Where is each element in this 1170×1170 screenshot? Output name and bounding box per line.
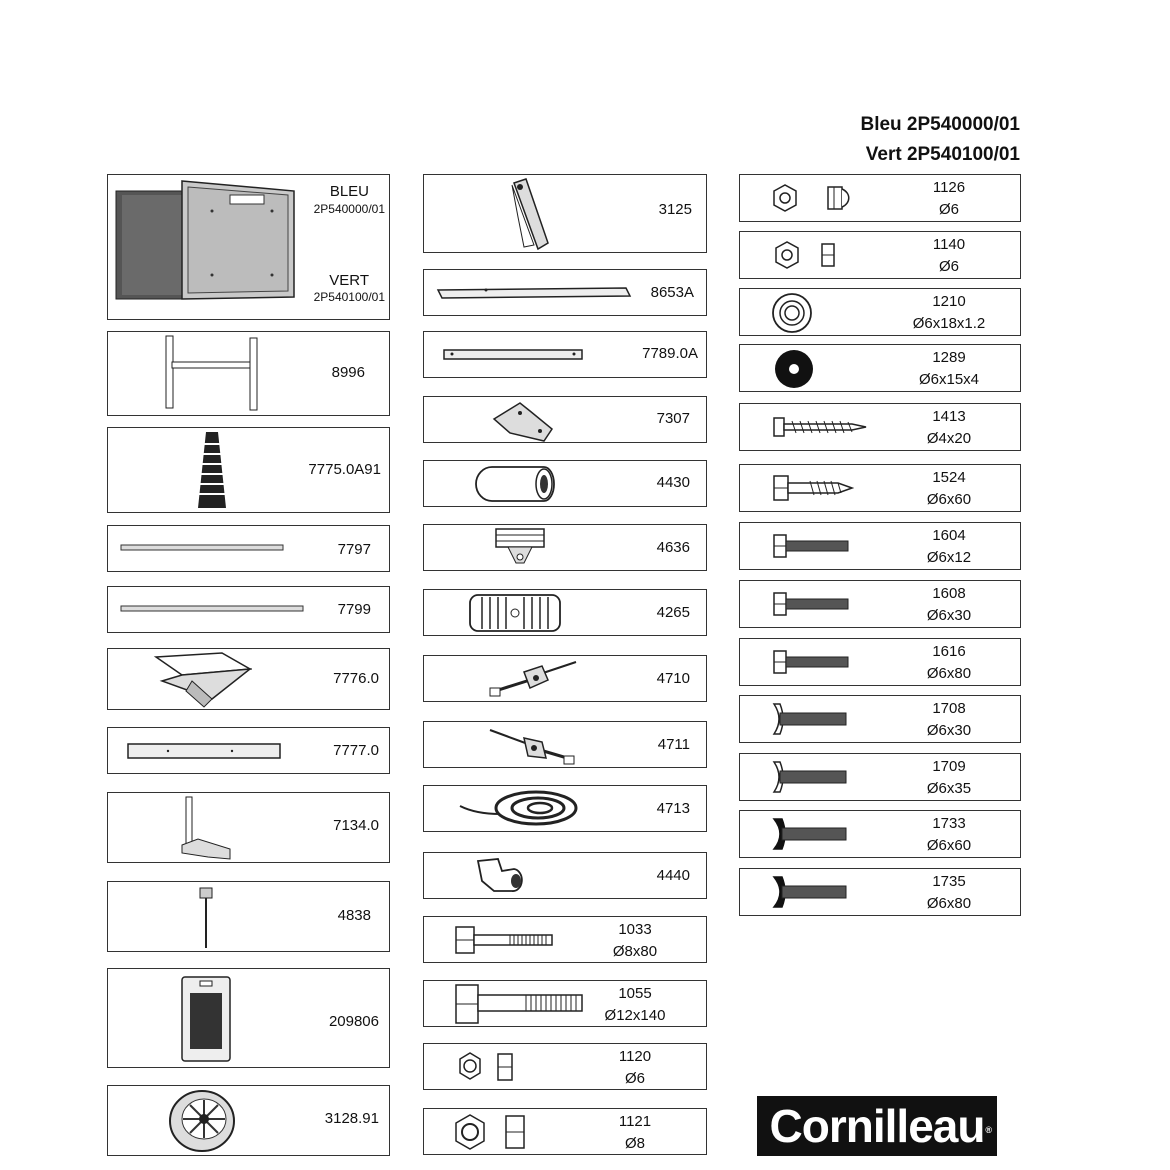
nut-icon <box>454 1050 520 1084</box>
part-1708 <box>739 695 1021 743</box>
lag-screw-icon <box>772 473 854 503</box>
part-size: Ø8x80 <box>612 943 658 960</box>
part-code: 1708 <box>932 700 966 717</box>
part-code: 3125 <box>658 201 692 218</box>
part-code: 8996 <box>331 364 365 381</box>
part-1121 <box>423 1108 707 1155</box>
end-cap-icon <box>474 463 556 505</box>
part-size: Ø12x140 <box>604 1007 666 1024</box>
part-code: 4838 <box>337 907 371 924</box>
part-code: 4711 <box>657 736 690 753</box>
part-4265 <box>423 589 707 636</box>
label-plate-icon <box>180 975 232 1063</box>
part-size: Ø6x60 <box>926 837 972 854</box>
part-code: 4440 <box>656 867 690 884</box>
bar-icon <box>120 604 306 614</box>
part-size: Ø6 <box>938 201 959 218</box>
part-209806 <box>107 968 390 1068</box>
angle-bracket-icon <box>490 399 558 443</box>
part-7799 <box>107 586 390 633</box>
part-4713 <box>423 785 707 832</box>
foot-bracket-icon <box>178 795 238 861</box>
part-code: 4713 <box>656 800 690 817</box>
part-size: Ø6x60 <box>926 491 972 508</box>
part-code: 1604 <box>932 527 966 544</box>
part-code: 7134.0 <box>333 817 379 834</box>
part-1210 <box>739 288 1021 336</box>
grommet-icon <box>468 593 564 633</box>
hex-bolt-icon <box>772 533 852 559</box>
part-size: Ø6 <box>938 258 959 275</box>
part-code: 4636 <box>656 539 690 556</box>
cable-coil-icon <box>456 788 580 830</box>
part-code: 1735 <box>932 873 966 890</box>
part-code: 4265 <box>656 604 690 621</box>
rail-icon <box>436 282 632 304</box>
part-code: 1289 <box>932 349 966 366</box>
pin-icon <box>196 884 216 950</box>
part-code: 7775.0A91 <box>308 461 381 478</box>
part-code: 7307 <box>656 410 690 427</box>
part-4710 <box>423 655 707 702</box>
bolt-icon <box>454 923 556 957</box>
part-size: Ø8 <box>624 1135 645 1152</box>
header-model-green: Vert 2P540100/01 <box>865 144 1020 165</box>
part-size: Ø6x12 <box>926 549 972 566</box>
panel-icon <box>112 177 298 301</box>
part-size: Ø6x30 <box>926 607 972 624</box>
part-1289 <box>739 344 1021 392</box>
latch-icon <box>484 724 580 768</box>
part-7307 <box>423 396 707 443</box>
bracket-icon <box>152 651 252 709</box>
part-code: 1608 <box>932 585 966 602</box>
hex-bolt-icon <box>772 591 852 617</box>
bar-icon <box>120 543 286 553</box>
part-size: Ø6x35 <box>926 780 972 797</box>
part-8653A <box>423 269 707 316</box>
part-code: 4710 <box>656 670 690 687</box>
part-7797 <box>107 525 390 572</box>
part-panel <box>107 174 390 320</box>
part-code: 1413 <box>932 408 966 425</box>
part-code: 1126 <box>932 179 966 196</box>
part-code: 209806 <box>328 1013 379 1030</box>
part-code: 7799 <box>337 601 371 618</box>
part-3128 <box>107 1085 390 1156</box>
part-1126 <box>739 174 1021 222</box>
part-1733 <box>739 810 1021 858</box>
plate-icon <box>126 740 282 762</box>
part-8996 <box>107 331 390 416</box>
part-size: Ø6x80 <box>926 895 972 912</box>
part-size: Ø6x30 <box>926 722 972 739</box>
part-4440 <box>423 852 707 899</box>
part-1413 <box>739 403 1021 451</box>
part-1616 <box>739 638 1021 686</box>
part-size: Ø6x18x1.2 <box>912 315 986 332</box>
part-size: Ø6x80 <box>926 665 972 682</box>
part-code: 1033 <box>618 921 652 938</box>
part-4636 <box>423 524 707 571</box>
nut-icon <box>770 238 842 272</box>
part-code: 1210 <box>932 293 966 310</box>
leg-frame-icon <box>158 334 268 414</box>
part-code: 1055 <box>618 985 652 1002</box>
part-code: 7776.0 <box>333 670 379 687</box>
part-size: Ø6x15x4 <box>918 371 980 388</box>
part-code: 1616 <box>932 643 966 660</box>
part-1735 <box>739 868 1021 916</box>
panel-bleu-label: BLEU <box>329 183 369 200</box>
header-model-blue: Bleu 2P540000/01 <box>860 114 1020 135</box>
part-1524 <box>739 464 1021 512</box>
flange-bolt-icon <box>772 700 852 738</box>
part-code: 1709 <box>932 758 966 775</box>
washer-icon <box>770 292 814 334</box>
part-code: 8653A <box>650 284 694 301</box>
part-1120 <box>423 1043 707 1090</box>
part-code: 1120 <box>618 1048 652 1065</box>
part-1604 <box>739 522 1021 570</box>
part-4711 <box>423 721 707 768</box>
wheel-icon <box>166 1088 238 1154</box>
clip-icon <box>492 527 548 569</box>
part-code: 7789.0A <box>642 345 698 362</box>
panel-bleu-code: 2P540000/01 <box>313 202 385 216</box>
part-1608 <box>739 580 1021 628</box>
part-4838 <box>107 881 390 952</box>
part-7134 <box>107 792 390 863</box>
part-7776 <box>107 648 390 710</box>
hinge-arm-icon <box>506 177 552 251</box>
part-7789 <box>423 331 707 378</box>
ladder-icon <box>192 430 232 510</box>
logo-registered-mark: ® <box>985 1125 991 1135</box>
flange-bolt-icon <box>772 758 852 796</box>
cornilleau-logo <box>757 1096 997 1156</box>
part-1709 <box>739 753 1021 801</box>
bolt-icon <box>454 983 586 1025</box>
part-3125 <box>423 174 707 253</box>
part-size: Ø4x20 <box>926 430 972 447</box>
part-1033 <box>423 916 707 963</box>
part-code: 1733 <box>932 815 966 832</box>
nut-icon <box>452 1113 528 1151</box>
cap-nut-icon <box>768 181 864 215</box>
part-7775 <box>107 427 390 513</box>
latch-icon <box>486 658 580 702</box>
flange-bolt-icon <box>772 873 852 911</box>
flange-bolt-icon <box>772 815 852 853</box>
part-code: 1121 <box>618 1113 652 1130</box>
part-7777 <box>107 727 390 774</box>
part-1055 <box>423 980 707 1027</box>
panel-vert-label: VERT <box>329 272 369 289</box>
strip-icon <box>442 346 586 364</box>
panel-vert-code: 2P540100/01 <box>313 290 385 304</box>
part-code: 1524 <box>932 469 966 486</box>
part-size: Ø6 <box>624 1070 645 1087</box>
rubber-washer-icon <box>772 348 816 390</box>
clamp-icon <box>474 855 530 897</box>
part-code: 7797 <box>337 541 371 558</box>
part-1140 <box>739 231 1021 279</box>
wood-screw-icon <box>772 414 868 440</box>
part-code: 3128.91 <box>324 1110 379 1127</box>
part-code: 4430 <box>656 474 690 491</box>
part-4430 <box>423 460 707 507</box>
logo-text: Cornilleau <box>769 1100 985 1152</box>
part-code: 1140 <box>932 236 966 253</box>
hex-bolt-icon <box>772 649 852 675</box>
part-code: 7777.0 <box>333 742 379 759</box>
